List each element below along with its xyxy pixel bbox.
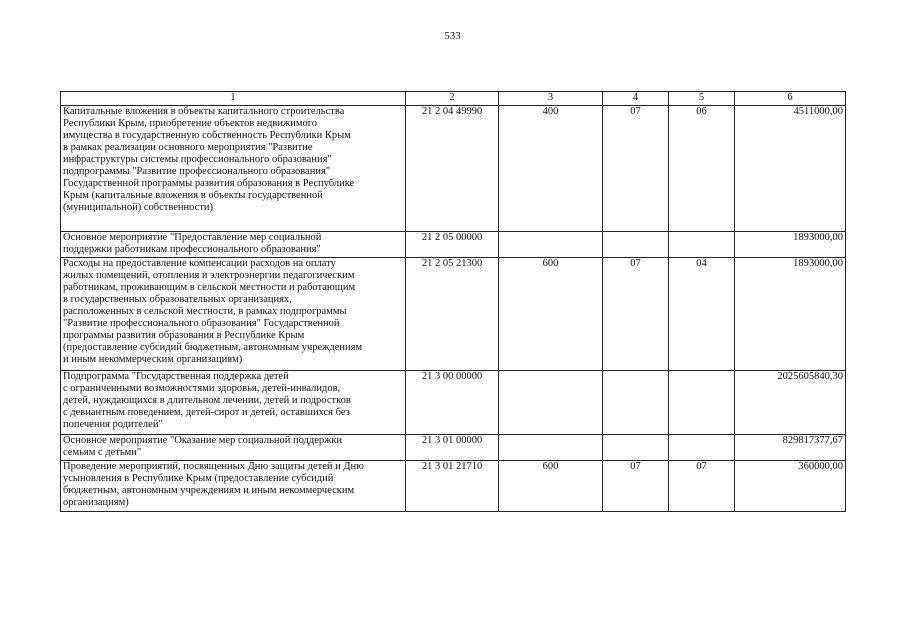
budget-table [60, 91, 846, 512]
row-name: Проведение мероприятий, посвященных Дню защиты детей и Дню усыновления в Республике Крым (предоставление субсидий бюджетным, автономным учреждениям и иным некоммерческим организациям) [63, 461, 364, 508]
row-pr: 06 [669, 106, 735, 232]
row-pr [669, 232, 735, 258]
page-number: 533 [444, 30, 461, 42]
row-name: Расходы на предоставление компенсации расходов на оплату жилых помещений, отопления и электроэнергии педагогическим работникам, проживающим в сельской местности и работающим в государственных образовательных организациях, расположенных в сельской местности, в рамках подпрограммы "Развитие профессионального образования" Государственной программы развития образования в Республике Крым (предоставление субсидий бюджетным, автономным учреждениям и иным некоммерческим организациям) [63, 258, 363, 365]
row-rz: 07 [603, 258, 669, 371]
row-rz [603, 232, 669, 258]
header-col-4: 4 [603, 92, 669, 106]
row-name-cell [61, 461, 406, 512]
row-vr: 600 [499, 461, 603, 512]
row-vr: 600 [499, 258, 603, 371]
table-row [61, 106, 846, 232]
row-rz [603, 371, 669, 435]
row-vr: 400 [499, 106, 603, 232]
row-sum: 4511000,00 [735, 106, 846, 232]
row-csr: 21 2 05 21300 [406, 258, 499, 371]
row-csr: 21 3 00 00000 [406, 371, 499, 435]
row-name: Капитальные вложения в объекты капитального строительства Республики Крым, приобретение объектов недвижимого имущества в государственную собственность Республики Крым в рамках реализации основного мероприятия "Развитие инфраструктуры системы профессионального образования" подпрограммы "Развитие профессионального образования" Государственной программы развития образования в Республике Крым (капитальные вложения в объекты государственной (муниципальной) собственности) [63, 106, 355, 213]
header-col-3: 3 [499, 92, 603, 106]
row-sum: 1893000,00 [735, 232, 846, 258]
row-pr [669, 435, 735, 461]
row-rz [603, 435, 669, 461]
header-col-1: 1 [61, 92, 406, 106]
row-sum: 360000,00 [735, 461, 846, 512]
row-csr: 21 2 05 00000 [406, 232, 499, 258]
table-row [61, 435, 846, 461]
row-vr [499, 371, 603, 435]
row-name: Основное мероприятие "Предоставление мер социальной поддержки работникам профессионального образования" [63, 232, 322, 255]
row-name-cell [61, 258, 406, 371]
row-sum: 2025605840,30 [735, 371, 846, 435]
row-name: Подпрограмма "Государственная поддержка детей с ограниченными возможностями здоровья, детей-инвалидов, детей, нуждающихся в длительном лечении, детей и подростков с девиантным поведением, детей-сирот и детей, оставшихся без попечения родителей" [63, 371, 351, 430]
row-csr: 21 2 04 49990 [406, 106, 499, 232]
row-sum: 1893000,00 [735, 258, 846, 371]
row-rz: 07 [603, 461, 669, 512]
row-pr [669, 371, 735, 435]
row-pr: 07 [669, 461, 735, 512]
table-row [61, 258, 846, 371]
row-name-cell [61, 232, 406, 258]
header-col-2: 2 [406, 92, 499, 106]
header-col-6: 6 [735, 92, 846, 106]
row-name-cell [61, 106, 406, 232]
row-sum: 829817377,67 [735, 435, 846, 461]
header-row [61, 92, 846, 106]
table-row [61, 232, 846, 258]
table-row [61, 461, 846, 512]
row-csr: 21 3 01 00000 [406, 435, 499, 461]
row-name-cell [61, 435, 406, 461]
row-name-cell [61, 371, 406, 435]
row-vr [499, 435, 603, 461]
header-col-5: 5 [669, 92, 735, 106]
row-csr: 21 3 01 21710 [406, 461, 499, 512]
row-pr: 04 [669, 258, 735, 371]
row-vr [499, 232, 603, 258]
row-name: Основное мероприятие "Оказание мер социальной поддержки семьям с детьми" [63, 435, 343, 458]
row-rz: 07 [603, 106, 669, 232]
table-row [61, 371, 846, 435]
